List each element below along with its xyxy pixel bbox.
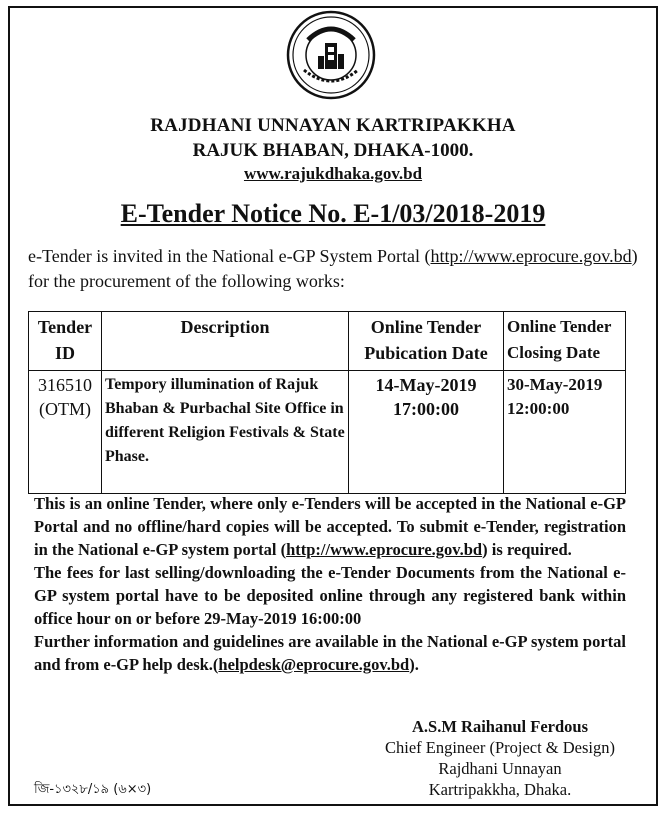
cell-closing-date: [504, 371, 626, 494]
header-close-line1: Online Tender: [507, 317, 612, 336]
pub-date-value: 14-May-2019: [375, 375, 477, 395]
cell-tender-id: [29, 371, 102, 494]
signature-block: [340, 716, 660, 800]
intro-paragraph: [28, 244, 638, 294]
rajuk-seal-icon: [286, 10, 376, 100]
tender-id-value: 316510: [38, 375, 92, 395]
intro-text-after: ) for the procurement of the following works:: [28, 246, 638, 291]
body-p3-before: Further information and guidelines are available in the National e-GP system portal and from e-GP help desk.(: [34, 632, 626, 674]
body-p2: The fees for last selling/downloading the e-Tender Documents from the National e-GP system portal have to be deposited online through any registered bank within office hour on or before 29-May-2019 16:00:00: [34, 563, 626, 628]
signatory-designation: Chief Engineer (Project & Design): [384, 738, 616, 757]
notice-body: [34, 492, 626, 676]
close-date-value: 30-May-2019: [507, 375, 603, 394]
body-p1-after: ) is required.: [482, 540, 572, 559]
organization-address: RAJUK BHABAN, DHAKA-1000.: [192, 140, 474, 161]
notice-title: E-Tender Notice No. E-1/03/2018-2019: [120, 199, 546, 228]
pub-time-value: 17:00:00: [393, 399, 459, 419]
intro-text-before: e-Tender is invited in the National e-GP System Portal (: [28, 246, 431, 266]
organization-website[interactable]: www.rajukdhaka.gov.bd: [243, 164, 423, 183]
reference-number: জি-১৩২৮/১৯ (৬×৩): [34, 782, 152, 797]
header-tender-id-line2: ID: [54, 343, 75, 363]
header-pub-line2: Pubication Date: [364, 343, 488, 363]
signatory-name: A.S.M Raihanul Ferdous: [411, 717, 589, 736]
eprocure-link-body[interactable]: http://www.eprocure.gov.bd: [286, 540, 483, 559]
close-time-value: 12:00:00: [507, 399, 570, 418]
table-header-row: [29, 312, 626, 371]
body-p3-after: ).: [409, 655, 419, 674]
header-tender-id: [29, 312, 102, 371]
signatory-org-line1: Rajdhani Unnayan: [438, 759, 562, 778]
organization-name: RAJDHANI UNNAYAN KARTRIPAKKHA: [150, 115, 516, 136]
body-p1-before: This is an online Tender, where only e-Tenders will be accepted in the National e-GP Portal and no offline/hard copies will be accepted. To submit e-Tender, registration in the National e-GP system portal (: [34, 494, 626, 559]
header-pub-line1: Online Tender: [370, 317, 482, 337]
signatory-org-line2: Kartripakkha, Dhaka.: [428, 780, 572, 799]
header-close-line2: Closing Date: [507, 343, 601, 362]
tender-method-value: (OTM): [39, 399, 91, 419]
helpdesk-email-link[interactable]: helpdesk@eprocure.gov.bd: [218, 655, 410, 674]
cell-description: Tempory illumination of Rajuk Bhaban & Purbachal Site Office in different Religion Festivals & State Phase.: [102, 371, 349, 494]
header-description: Description: [102, 312, 349, 371]
cell-publication-date: [349, 371, 504, 494]
table-row: [29, 371, 626, 494]
header-closing-date: [504, 312, 626, 371]
header-publication-date: [349, 312, 504, 371]
eprocure-link[interactable]: http://www.eprocure.gov.bd: [430, 246, 632, 266]
header-tender-id-line1: Tender: [37, 317, 93, 337]
tender-table: [28, 311, 626, 494]
